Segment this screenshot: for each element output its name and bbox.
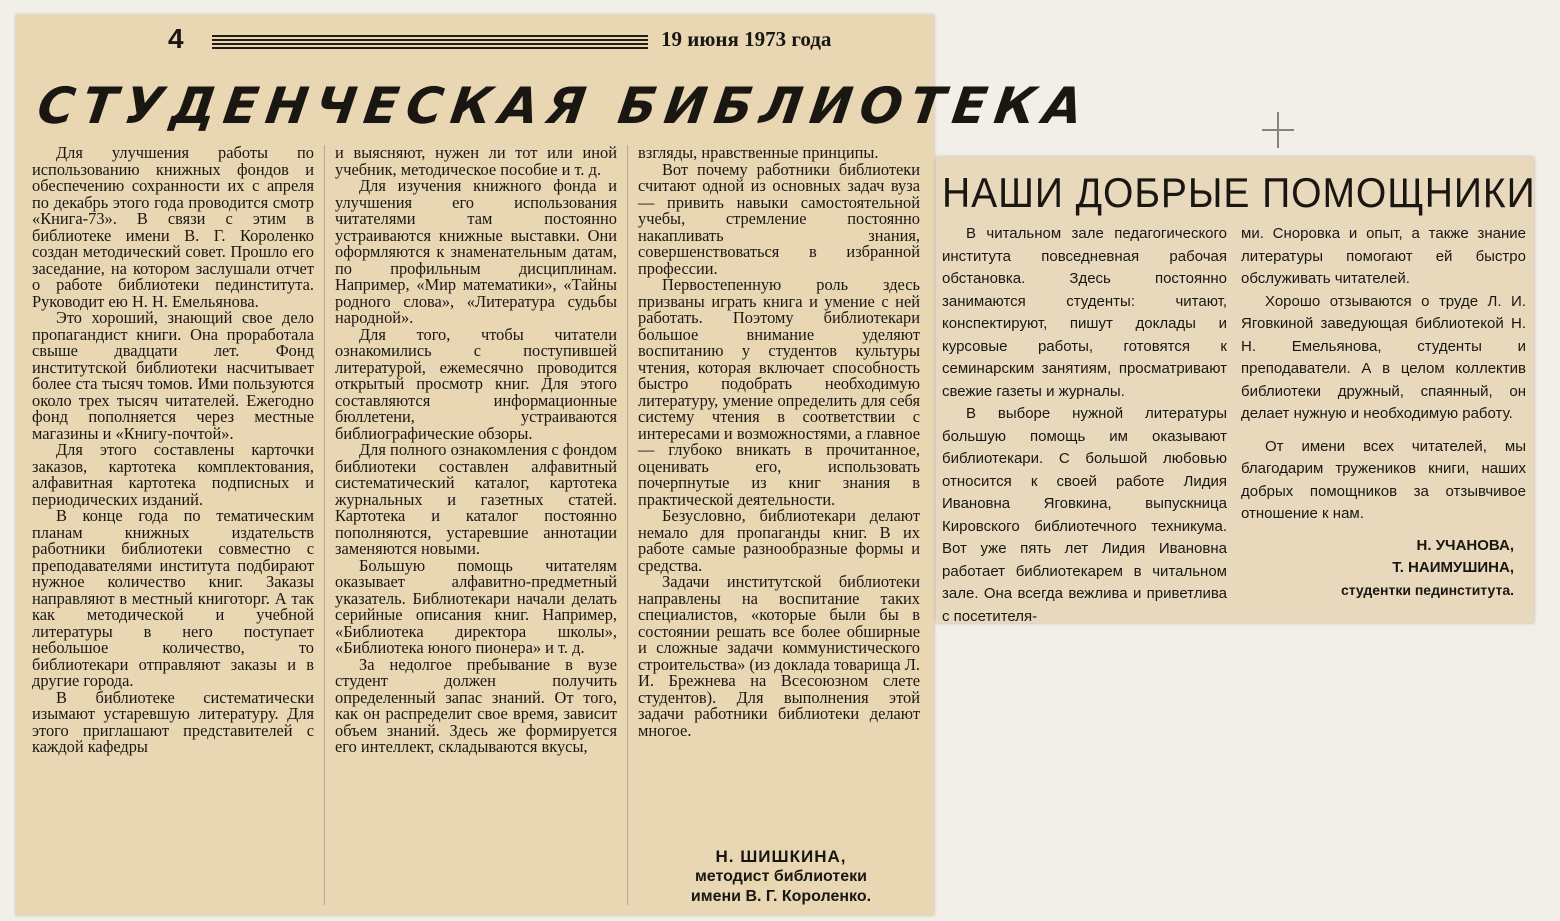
issue-date: 19 июня 1973 года [661, 27, 832, 51]
author-affiliation: студентки пединститута. [1340, 582, 1514, 598]
article-paragraph: взгляды, нравственные принципы. [638, 143, 879, 162]
article-column-2 [335, 145, 617, 905]
author-affiliation: имени В. Г. Короленко. [690, 888, 872, 905]
article-signature [1234, 535, 1514, 601]
author-name: Н. УЧАНОВА, [1416, 537, 1514, 554]
article-paragraph: Для этого составлены карточки заказов, картотека комплектования, алфавитная картотека подписных и периодических изданий. [32, 440, 314, 509]
article-paragraph: От имени всех читателей, мы благодарим тружеников книги, наших добрых помощников за отзывчивое отношение к нам. [1241, 437, 1526, 522]
author-name: Н. ШИШКИНА, [715, 847, 847, 866]
article-paragraph: Вот почему работники библиотеки считают одной из основных задач вуза — привить навыки самостоятельной учебы, стремление постоянно накапливать знания, совершенствоваться в избранной профессии. [638, 159, 920, 278]
article-paragraph: В выборе нужной литературы большую помощь им оказывают библиотекари. С большой любовью относится к своей работе Лидия Ивановна Яговкина, выпускница Кировского библиотечного техникума. Вот уже пять лет Лидия Ивановна работает библиотекарем в читальном зале. Она всегда вежлива и приветлива с посетителя- [942, 405, 1227, 625]
article-paragraph: Хорошо отзываются о труде Л. И. Яговкиной заведующая библиотекой Н. Н. Емельянова, студенты и преподаватели. А в целом коллектив библиотеки дружный, спаянный, он делает нужную и необходимую работу. [1241, 292, 1526, 422]
article-paragraph: и выясняют, нужен ли тот или иной учебник, методическое пособие и т. д. [335, 143, 617, 179]
article-paragraph: В читальном зале педагогического института повседневная рабочая обстановка. Здесь постоянно занимаются студенты: читают, конспектируют, пишут доклады и курсовые работы, готовятся к семинарским занятиям, просматривают свежие газеты и журналы. [942, 225, 1227, 400]
column-divider [627, 145, 628, 905]
article-paragraph: Большую помощь читателям оказывает алфавитно-предметный указатель. Библиотекари начали делать серийные описания книг. Например, «Библиотека директора школы», «Библиотека юного пионера» и т. д. [335, 555, 617, 657]
article-column-1 [942, 223, 1227, 625]
article-title: НАШИ ДОБРЫЕ ПОМОЩНИКИ [942, 169, 1536, 216]
article-paragraph: Для улучшения работы по использованию книжных фондов и обеспечению сохранности их с апреля по декабрь этого года проводится смотр «Книга-73». В связи с этим в библиотеке имени В. Г. Короленко создан методический совет. Прошло его заседание, на котором заслушали отчет о работе библиотеки пединститута. Руководит ею Н. Н. Емельянова. [32, 143, 314, 311]
article-paragraph: Для того, чтобы читатели ознакомились с поступившей литературой, ежемесячно проводится открытый просмотр книг. Для этого составляются информационные бюллетени, устраиваются библиографические обзоры. [335, 324, 617, 443]
article-column-2 [1241, 223, 1526, 553]
article-paragraph: Для изучения книжного фонда и улучшения его использования читателями там постоянно устраиваются книжные выставки. Они оформляются к знаменательным датам, по профильным дисциплинам. Например, «Мир математики», «Тайны родного слова», «Литература судьбы народной». [335, 176, 617, 327]
pencil-cross-mark [1260, 112, 1296, 148]
article-paragraph: В конце года по тематическим планам книжных издательств работники библиотеки совместно с преподавателями института подбирают нужное количество книг. Заказы направляют в местный книготорг. А так как методической и учебной литературы в него поступает небольшое количество, то библиотекари отправляют заказы и в другие города. [32, 506, 314, 690]
column-divider [324, 145, 325, 905]
article-column-1 [32, 145, 314, 905]
author-name: Т. НАИМУШИНА, [1392, 559, 1514, 576]
page-header [16, 23, 934, 63]
article-paragraph: В библиотеке систематически изымают устаревшую литературу. Для этого приглашают представителей с каждой кафедры [32, 687, 314, 756]
article-body [32, 145, 920, 905]
article-paragraph: Для полного ознакомления с фондом библиотеки составлен алфавитный систематический каталог, картотека журнальных и газетных статей. Картотека и каталог постоянно пополняются, устаревшие аннотации заменяются новыми. [335, 440, 617, 558]
article-paragraph: Безусловно, библиотекари делают немало для пропаганды книг. В их работе самые разнообразные формы и средства. [638, 506, 920, 575]
article-paragraph: Это хороший, знающий свое дело пропагандист книги. Она проработала свыше двадцати лет. Фонд институтской библиотеки насчитывает более ста тысяч томов. Ими пользуются около трех тысяч читателей. Ежегодно фонд пополняется через местные магазины и «Книгу-почтой». [32, 308, 314, 443]
article-signature [646, 847, 916, 907]
article-paragraph: За недолгое пребывание в вузе студент должен получить определенный запас знаний. От того, как он распределит свое время, зависит объем знаний. Здесь же формируется его интеллект, складываются вкусы, [335, 654, 617, 756]
author-role: методист библиотеки [694, 868, 868, 885]
article-paragraph: Задачи институтской библиотеки направлены на воспитание таких специалистов, «которые были бы в состоянии решать все более обширные и сложные задачи коммунистического строительства» (из доклада товарища Л. И. Брежнева на Всесоюзном слете студентов). Для выполнения этой задачи работники библиотеки делают многое. [638, 572, 921, 740]
article-paragraph: ми. Сноровка и опыт, а также знание литературы помогают ей быстро обслуживать читателей. [1241, 225, 1526, 287]
article-title: СТУДЕНЧЕСКАЯ БИБЛИОТЕКА [33, 77, 1095, 135]
header-rule [212, 35, 648, 49]
article-column-3 [638, 145, 920, 905]
newspaper-clipping-right [936, 157, 1534, 623]
article-paragraph: Первостепенную роль здесь призваны играть книга и умение с ней работать. Поэтому библиотекари большое внимание уделяют воспитанию у студентов культуры чтения, которая включает способность быстро подобрать необходимую литературу, умение определить для себя систему чтения в соответствии с интересами и возможностями, а главное — глубоко вникать в прочитанное, оценивать его, использовать почерпнутые из книг знания в практической деятельности. [638, 275, 920, 509]
page-number: 4 [168, 23, 184, 54]
